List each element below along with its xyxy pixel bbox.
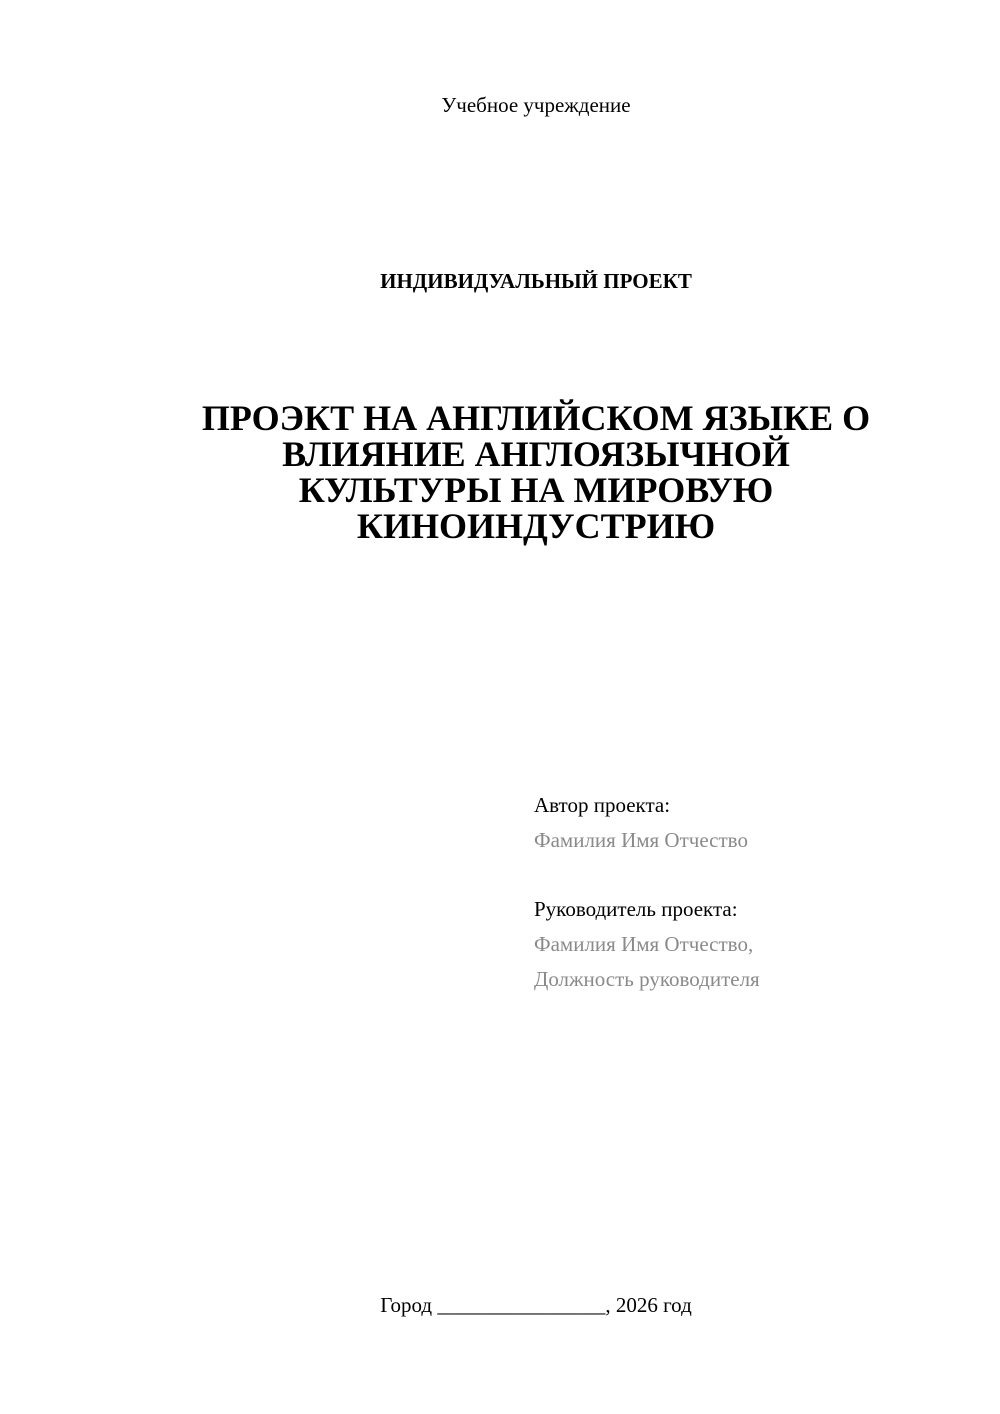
project-title-line-3: КУЛЬТУРЫ НА МИРОВУЮ [298, 470, 774, 510]
author-name: Фамилия Имя Отчество [534, 828, 748, 852]
institution-name: Учебное учреждение [441, 93, 631, 117]
supervisor-name: Фамилия Имя Отчество, [534, 932, 754, 956]
supervisor-label: Руководитель проекта: [534, 897, 738, 921]
document-type: ИНДИВИДУАЛЬНЫЙ ПРОЕКТ [380, 269, 692, 293]
credits-spacer [534, 858, 974, 892]
city-year-line: Город ________________, 2026 год [380, 1293, 692, 1317]
project-title-line-1: ПРОЭКТ НА АНГЛИЙСКОМ ЯЗЫКЕ О [201, 398, 871, 438]
supervisor-position: Должность руководителя [534, 967, 760, 991]
project-title-line-2: ВЛИЯНИЕ АНГЛОЯЗЫЧНОЙ [282, 434, 790, 474]
project-title-line-4: КИНОИНДУСТРИЮ [356, 506, 716, 546]
author-label: Автор проекта: [534, 793, 671, 817]
credits-block [534, 788, 974, 997]
project-title [150, 400, 922, 544]
